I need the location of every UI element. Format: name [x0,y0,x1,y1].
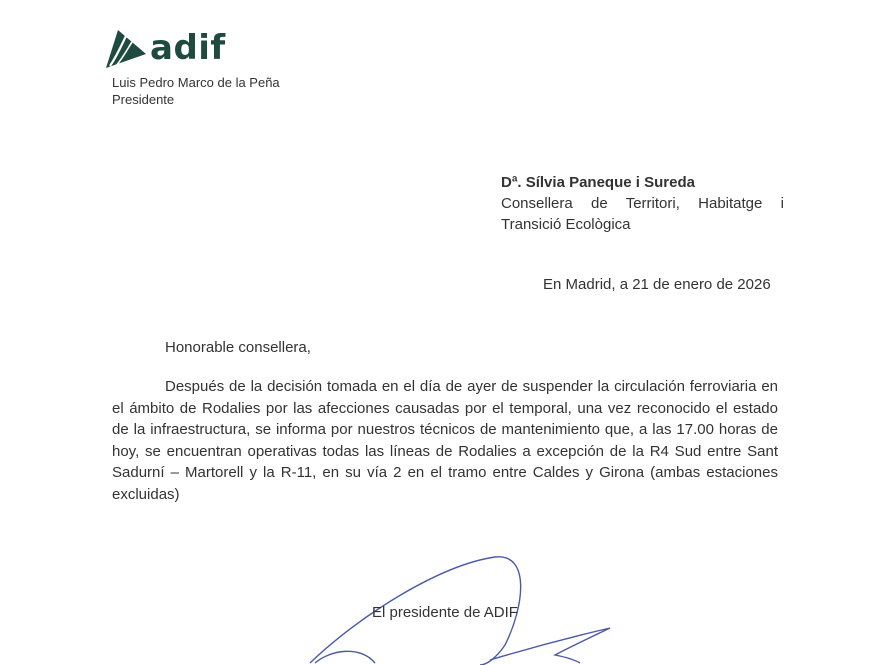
date-line: En Madrid, a 21 de enero de 2026 [543,276,771,293]
sender-name: Luis Pedro Marco de la Peña [112,75,280,90]
recipient-name: Dª. Sílvia Paneque i Sureda [501,174,695,191]
logo-wordmark: adif [150,28,226,68]
letter-body: Después de la decisión tomada en el día de ayer de suspender la circulación ferroviaria en el ámbito de Rodalies por las afecciones causadas por el temporal, una vez reconocido el estado de la infraestructura, se informa por nuestros técnicos de mantenimiento que, a las 17.00 horas de hoy, se encuentran operativas todas las líneas de Rodalies a excepción de la R4 Sud entre Sant Sadurní – Martorell y la R-11, en su vía 2 en el tramo entre Caldes y Girona (ambas estaciones excluidas) [112,378,778,503]
signature-label: El presidente de ADIF [372,604,518,621]
sender-title: Presidente [112,92,175,107]
greeting: Honorable consellera, [165,339,311,356]
adif-logo-icon [104,28,148,70]
adif-logo [104,28,244,72]
recipient-role: Consellera de Territori, Habitatge i Transició Ecològica [501,195,784,233]
recipient-block [501,172,784,235]
